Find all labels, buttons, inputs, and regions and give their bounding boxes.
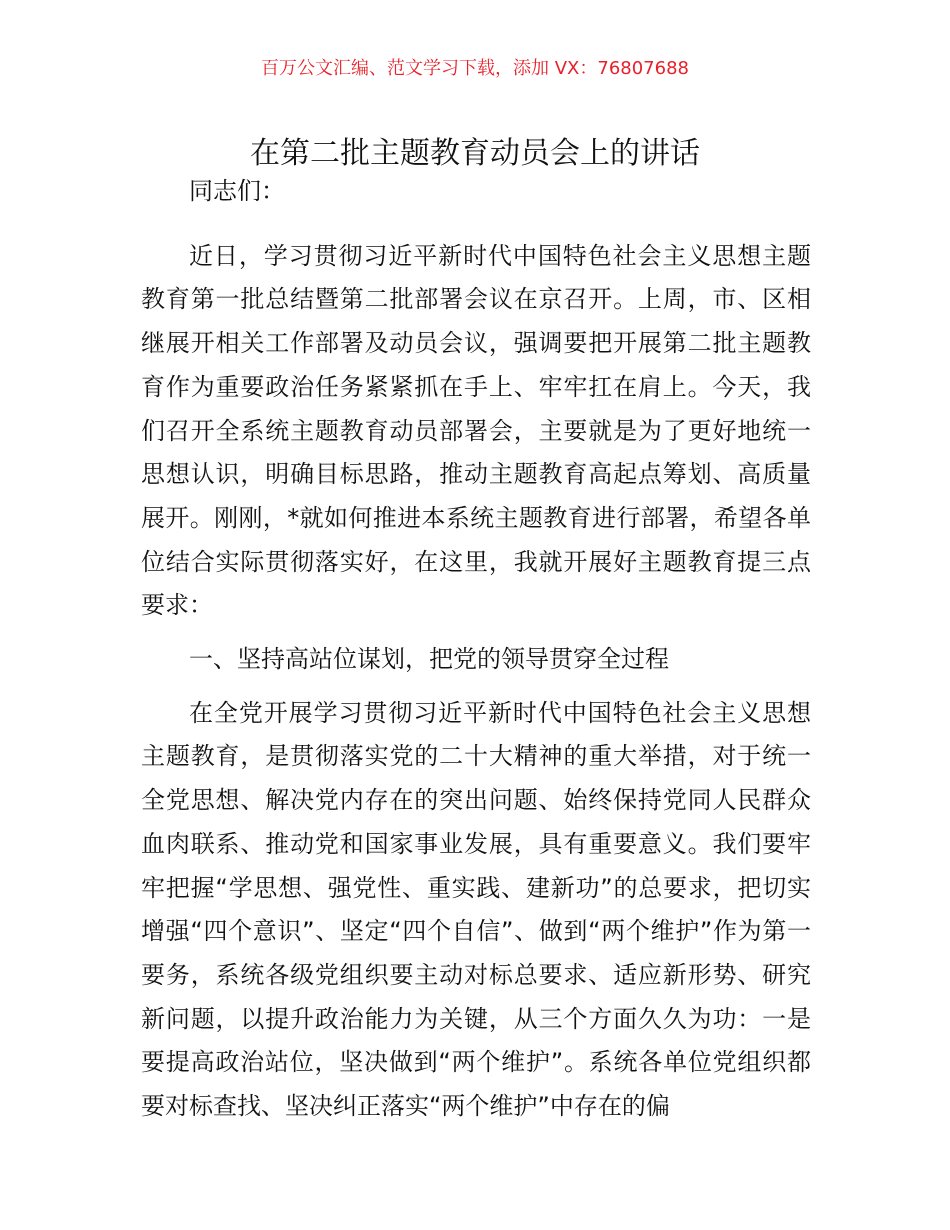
paragraph-section-1: 在全党开展学习贯彻习近平新时代中国特色社会主义思想主题教育，是贯彻落实党的二十大精神的重大举措，对于统一全党思想、解决党内存在的突出问题、始终保持党同人民群众血肉联系、推动党和国家事业发展，具有重要意义。我们要牢牢把握“学思想、强党性、重实践、建新功”的总要求，把切实增强“四个意识”、坚定“四个自信”、做到“两个维护”作为第一要务，系统各级党组织要主动对标总要求、适应新形势、研究新问题，以提升政治能力为关键，从三个方面久久为功：一是要提高政治站位，坚决做到“两个维护”。系统各单位党组织都要对标查找、坚决纠正落实“两个维护”中存在的偏 bbox=[141, 698, 811, 1121]
document-body bbox=[141, 170, 811, 1139]
salutation: 同志们： bbox=[189, 177, 285, 205]
section-heading-1: 一、坚持高站位谋划，把党的领导贯穿全过程 bbox=[189, 645, 669, 674]
watermark-banner: 百万公文汇编、范文学习下载，添加 VX：76807688 bbox=[261, 58, 689, 79]
paragraph-intro: 近日，学习贯彻习近平新时代中国特色社会主义思想主题教育第一批总结暨第二批部署会议在京召开。上周，市、区相继展开相关工作部署及动员会议，强调要把开展第二批主题教育作为重要政治任务紧紧抓在手上、牢牢扛在肩上。今天，我们召开全系统主题教育动员部署会，主要就是为了更好地统一思想认识，明确目标思路，推动主题教育高起点筹划、高质量展开。刚刚，*就如何推进本系统主题教育进行部署，希望各单位结合实际贯彻落实好，在这里，我就开展好主题教育提三点要求： bbox=[141, 241, 811, 620]
document-title: 在第二批主题教育动员会上的讲话 bbox=[250, 136, 700, 172]
